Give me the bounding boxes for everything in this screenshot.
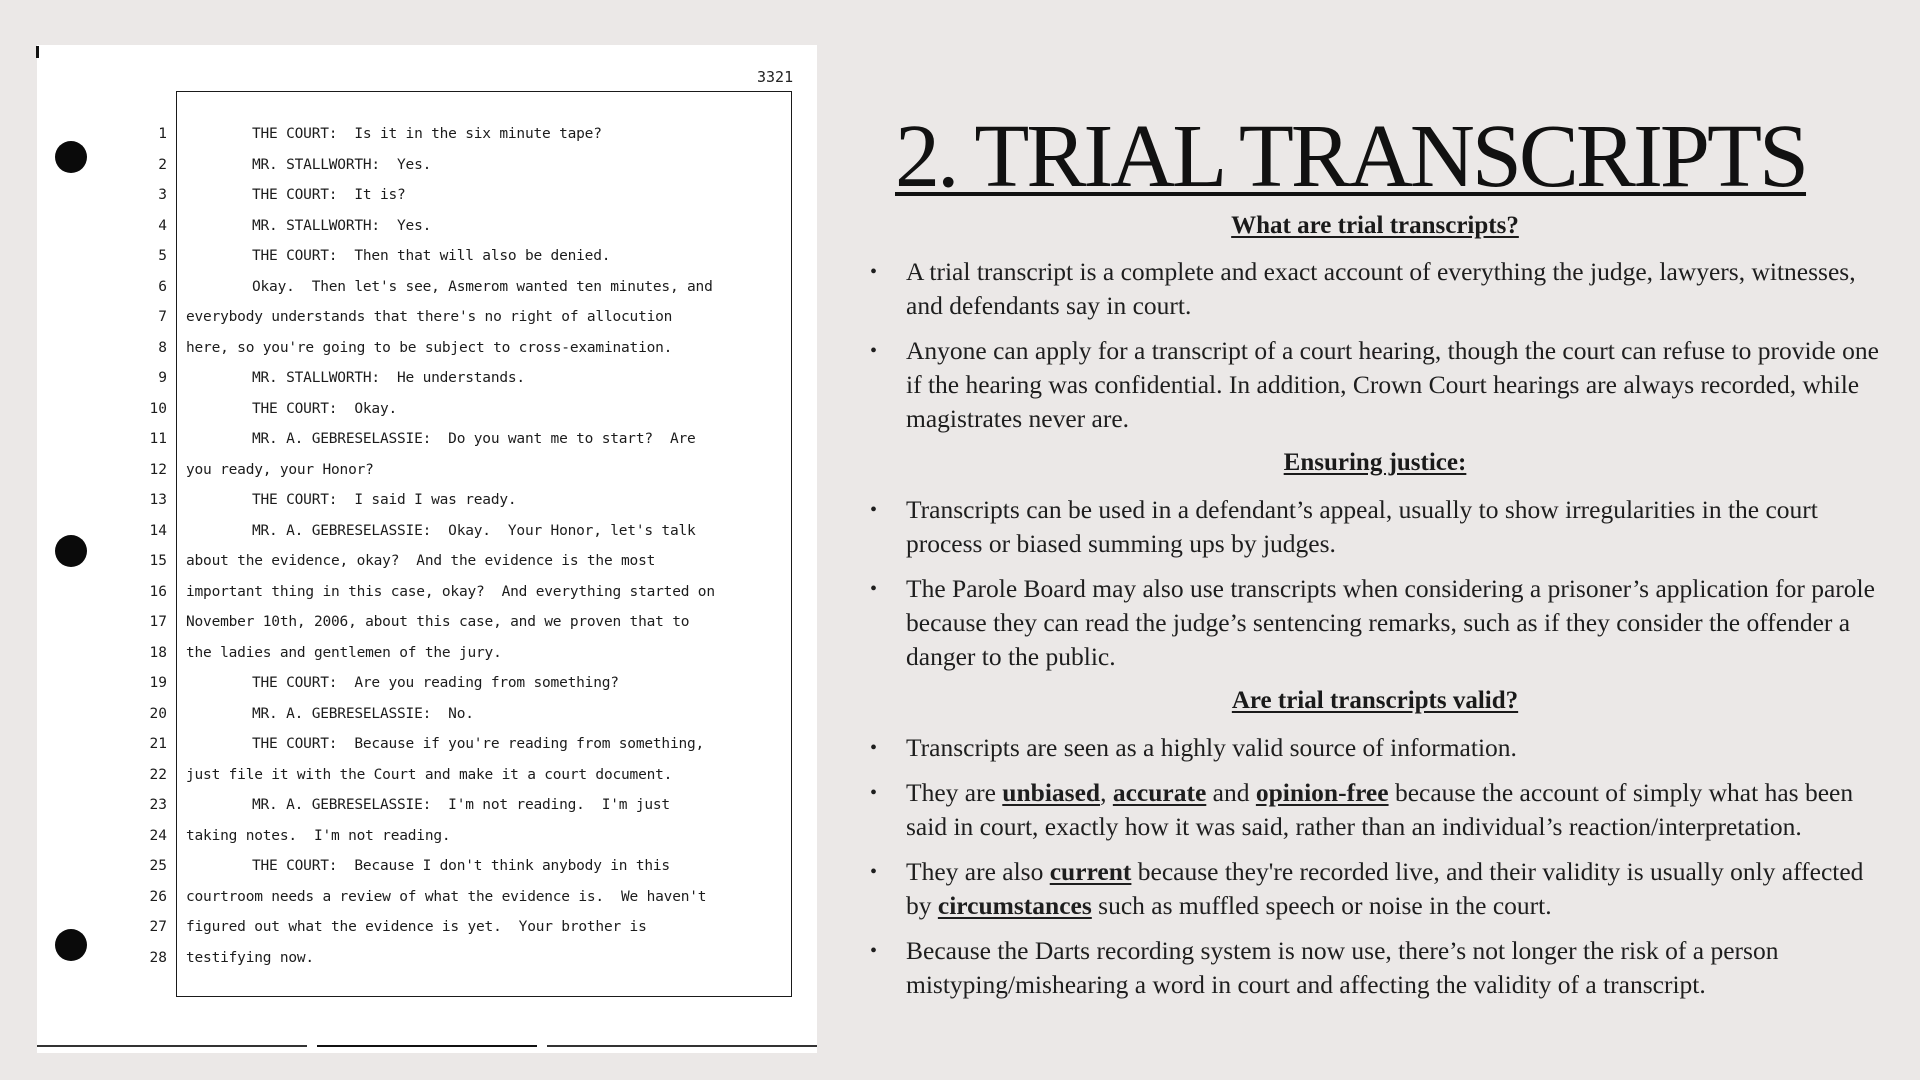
transcript-line: everybody understands that there's no right of allocution bbox=[186, 309, 673, 325]
line-number: 4 bbox=[158, 217, 167, 234]
transcript-line: THE COURT: Is it in the six minute tape? bbox=[252, 126, 602, 142]
transcript-line: the ladies and gentlemen of the jury. bbox=[186, 644, 502, 661]
section-what-bullets bbox=[870, 255, 1880, 447]
scan-line bbox=[37, 1045, 307, 1047]
transcript-line: MR. STALLWORTH: Yes. bbox=[252, 217, 432, 234]
line-number: 26 bbox=[149, 888, 167, 905]
line-number: 3 bbox=[158, 187, 167, 203]
line-number: 16 bbox=[149, 583, 167, 600]
transcript-line: THE COURT: Then that will also be denied. bbox=[252, 248, 611, 264]
line-number: 9 bbox=[158, 370, 167, 386]
line-number: 28 bbox=[149, 949, 167, 966]
line-number: 17 bbox=[149, 614, 167, 630]
line-number: 7 bbox=[158, 309, 167, 325]
transcript-line: THE COURT: Okay. bbox=[252, 400, 398, 417]
corner-mark bbox=[36, 46, 39, 58]
scan-line bbox=[547, 1045, 817, 1047]
transcript-line: figured out what the evidence is yet. Your brother is bbox=[186, 919, 647, 935]
transcript-page bbox=[37, 45, 817, 1053]
section-valid-bullets bbox=[870, 731, 1880, 1013]
scan-line bbox=[317, 1045, 537, 1047]
line-number: 13 bbox=[149, 492, 167, 508]
bullet-text: and bbox=[1206, 778, 1256, 807]
bullet-item: • Transcripts can be used in a defendant’s appeal, usually to show irregularities in the court process or biased summing ups by judges. bbox=[870, 493, 1880, 561]
emphasis-unbiased: unbiased bbox=[1002, 778, 1101, 807]
line-number: 14 bbox=[149, 522, 167, 539]
transcript-line: just file it with the Court and make it a court document. bbox=[186, 766, 673, 783]
transcript-line: THE COURT: Because if you're reading from something, bbox=[252, 736, 705, 752]
bullet-item bbox=[870, 776, 1880, 844]
bullet-text: such as muffled speech or noise in the court. bbox=[1091, 891, 1552, 920]
line-number: 12 bbox=[149, 461, 167, 478]
bullet-text: because the account of simply what has been said in court, exactly how it was said, rather than an individual’s reaction/interpretation. bbox=[906, 778, 1854, 841]
transcript-line: THE COURT: It is? bbox=[252, 187, 406, 203]
page-number: 3321 bbox=[757, 68, 794, 86]
line-number: 20 bbox=[149, 705, 167, 722]
slide-title: 2. TRIAL TRANSCRIPTS bbox=[895, 107, 1807, 206]
line-number: 24 bbox=[149, 827, 167, 844]
transcript-line: taking notes. I'm not reading. bbox=[186, 827, 451, 844]
transcript-lines bbox=[186, 119, 786, 973]
transcript-line: MR. A. GEBRESELASSIE: Do you want me to start? Are bbox=[252, 431, 696, 447]
transcript-line: important thing in this case, okay? And everything started on bbox=[186, 583, 715, 600]
line-number: 22 bbox=[149, 766, 167, 783]
line-number: 18 bbox=[149, 644, 167, 661]
emphasis-current: current bbox=[1049, 857, 1132, 886]
transcript-line: THE COURT: Are you reading from something? bbox=[252, 675, 619, 691]
bullet-item: • Because the Darts recording system is now use, there’s not longer the risk of a person mistyping/mishearing a word in court and affecting the validity of a transcript. bbox=[870, 934, 1880, 1002]
bullet-text: because they're recorded live, and their validity is usually only affected by bbox=[906, 857, 1864, 920]
line-number: 6 bbox=[158, 278, 167, 295]
line-number: 21 bbox=[149, 736, 167, 752]
emphasis-opinion-free: opinion-free bbox=[1255, 778, 1389, 807]
section-heading-valid: Are trial transcripts valid? bbox=[1231, 687, 1519, 714]
transcript-line: Okay. Then let's see, Asmerom wanted ten minutes, and bbox=[252, 278, 713, 295]
bullet-text: They are bbox=[906, 778, 1003, 807]
section-heading-what: What are trial transcripts? bbox=[1231, 212, 1519, 239]
line-numbers bbox=[137, 119, 167, 973]
emphasis-accurate: accurate bbox=[1112, 778, 1207, 807]
transcript-line: THE COURT: Because I don't think anybody in this bbox=[252, 858, 670, 874]
line-number: 2 bbox=[158, 156, 167, 173]
punch-hole-icon bbox=[55, 929, 87, 961]
transcript-line: MR. A. GEBRESELASSIE: Okay. Your Honor, let's talk bbox=[252, 522, 696, 539]
line-number: 19 bbox=[149, 675, 167, 691]
line-number: 10 bbox=[149, 400, 167, 417]
transcript-line: here, so you're going to be subject to cross-examination. bbox=[186, 339, 673, 356]
section-justice-bullets bbox=[870, 493, 1880, 685]
transcript-line: MR. STALLWORTH: Yes. bbox=[252, 156, 432, 173]
transcript-line: about the evidence, okay? And the evidence is the most bbox=[186, 553, 656, 569]
transcript-line: November 10th, 2006, about this case, and we proven that to bbox=[186, 614, 690, 630]
punch-hole-icon bbox=[55, 141, 87, 173]
line-number: 15 bbox=[149, 553, 167, 569]
transcript-line: testifying now. bbox=[186, 949, 314, 966]
line-number: 8 bbox=[158, 339, 167, 356]
line-number: 5 bbox=[158, 248, 167, 264]
transcript-line: MR. STALLWORTH: He understands. bbox=[252, 370, 525, 386]
punch-hole-icon bbox=[55, 535, 87, 567]
bullet-item: • Anyone can apply for a transcript of a court hearing, though the court can refuse to provide one if the hearing was confidential. In addition, Crown Court hearings are always recorded, while magistrates never are. bbox=[870, 334, 1880, 436]
bullet-item bbox=[870, 855, 1880, 923]
line-number: 1 bbox=[158, 126, 167, 142]
line-number: 23 bbox=[149, 797, 167, 813]
bullet-text: , bbox=[1100, 778, 1113, 807]
emphasis-circumstances: circumstances bbox=[937, 891, 1092, 920]
bullet-text: They are also bbox=[906, 857, 1050, 886]
bullet-item: • Transcripts are seen as a highly valid source of information. bbox=[870, 731, 1880, 765]
bullet-item: • The Parole Board may also use transcripts when considering a prisoner’s application for parole because they can read the judge’s sentencing remarks, such as if they consider the offender a danger to the public. bbox=[870, 572, 1880, 674]
transcript-line: MR. A. GEBRESELASSIE: No. bbox=[252, 705, 474, 722]
transcript-line: THE COURT: I said I was ready. bbox=[252, 492, 517, 508]
line-number: 11 bbox=[149, 431, 167, 447]
transcript-line: courtroom needs a review of what the evidence is. We haven't bbox=[186, 888, 707, 905]
transcript-line: you ready, your Honor? bbox=[186, 461, 374, 478]
line-number: 25 bbox=[149, 858, 167, 874]
bullet-item: • A trial transcript is a complete and exact account of everything the judge, lawyers, witnesses, and defendants say in court. bbox=[870, 255, 1880, 323]
transcript-line: MR. A. GEBRESELASSIE: I'm not reading. I'm just bbox=[252, 797, 670, 813]
section-heading-justice: Ensuring justice: bbox=[1283, 449, 1467, 476]
line-number: 27 bbox=[149, 919, 167, 935]
